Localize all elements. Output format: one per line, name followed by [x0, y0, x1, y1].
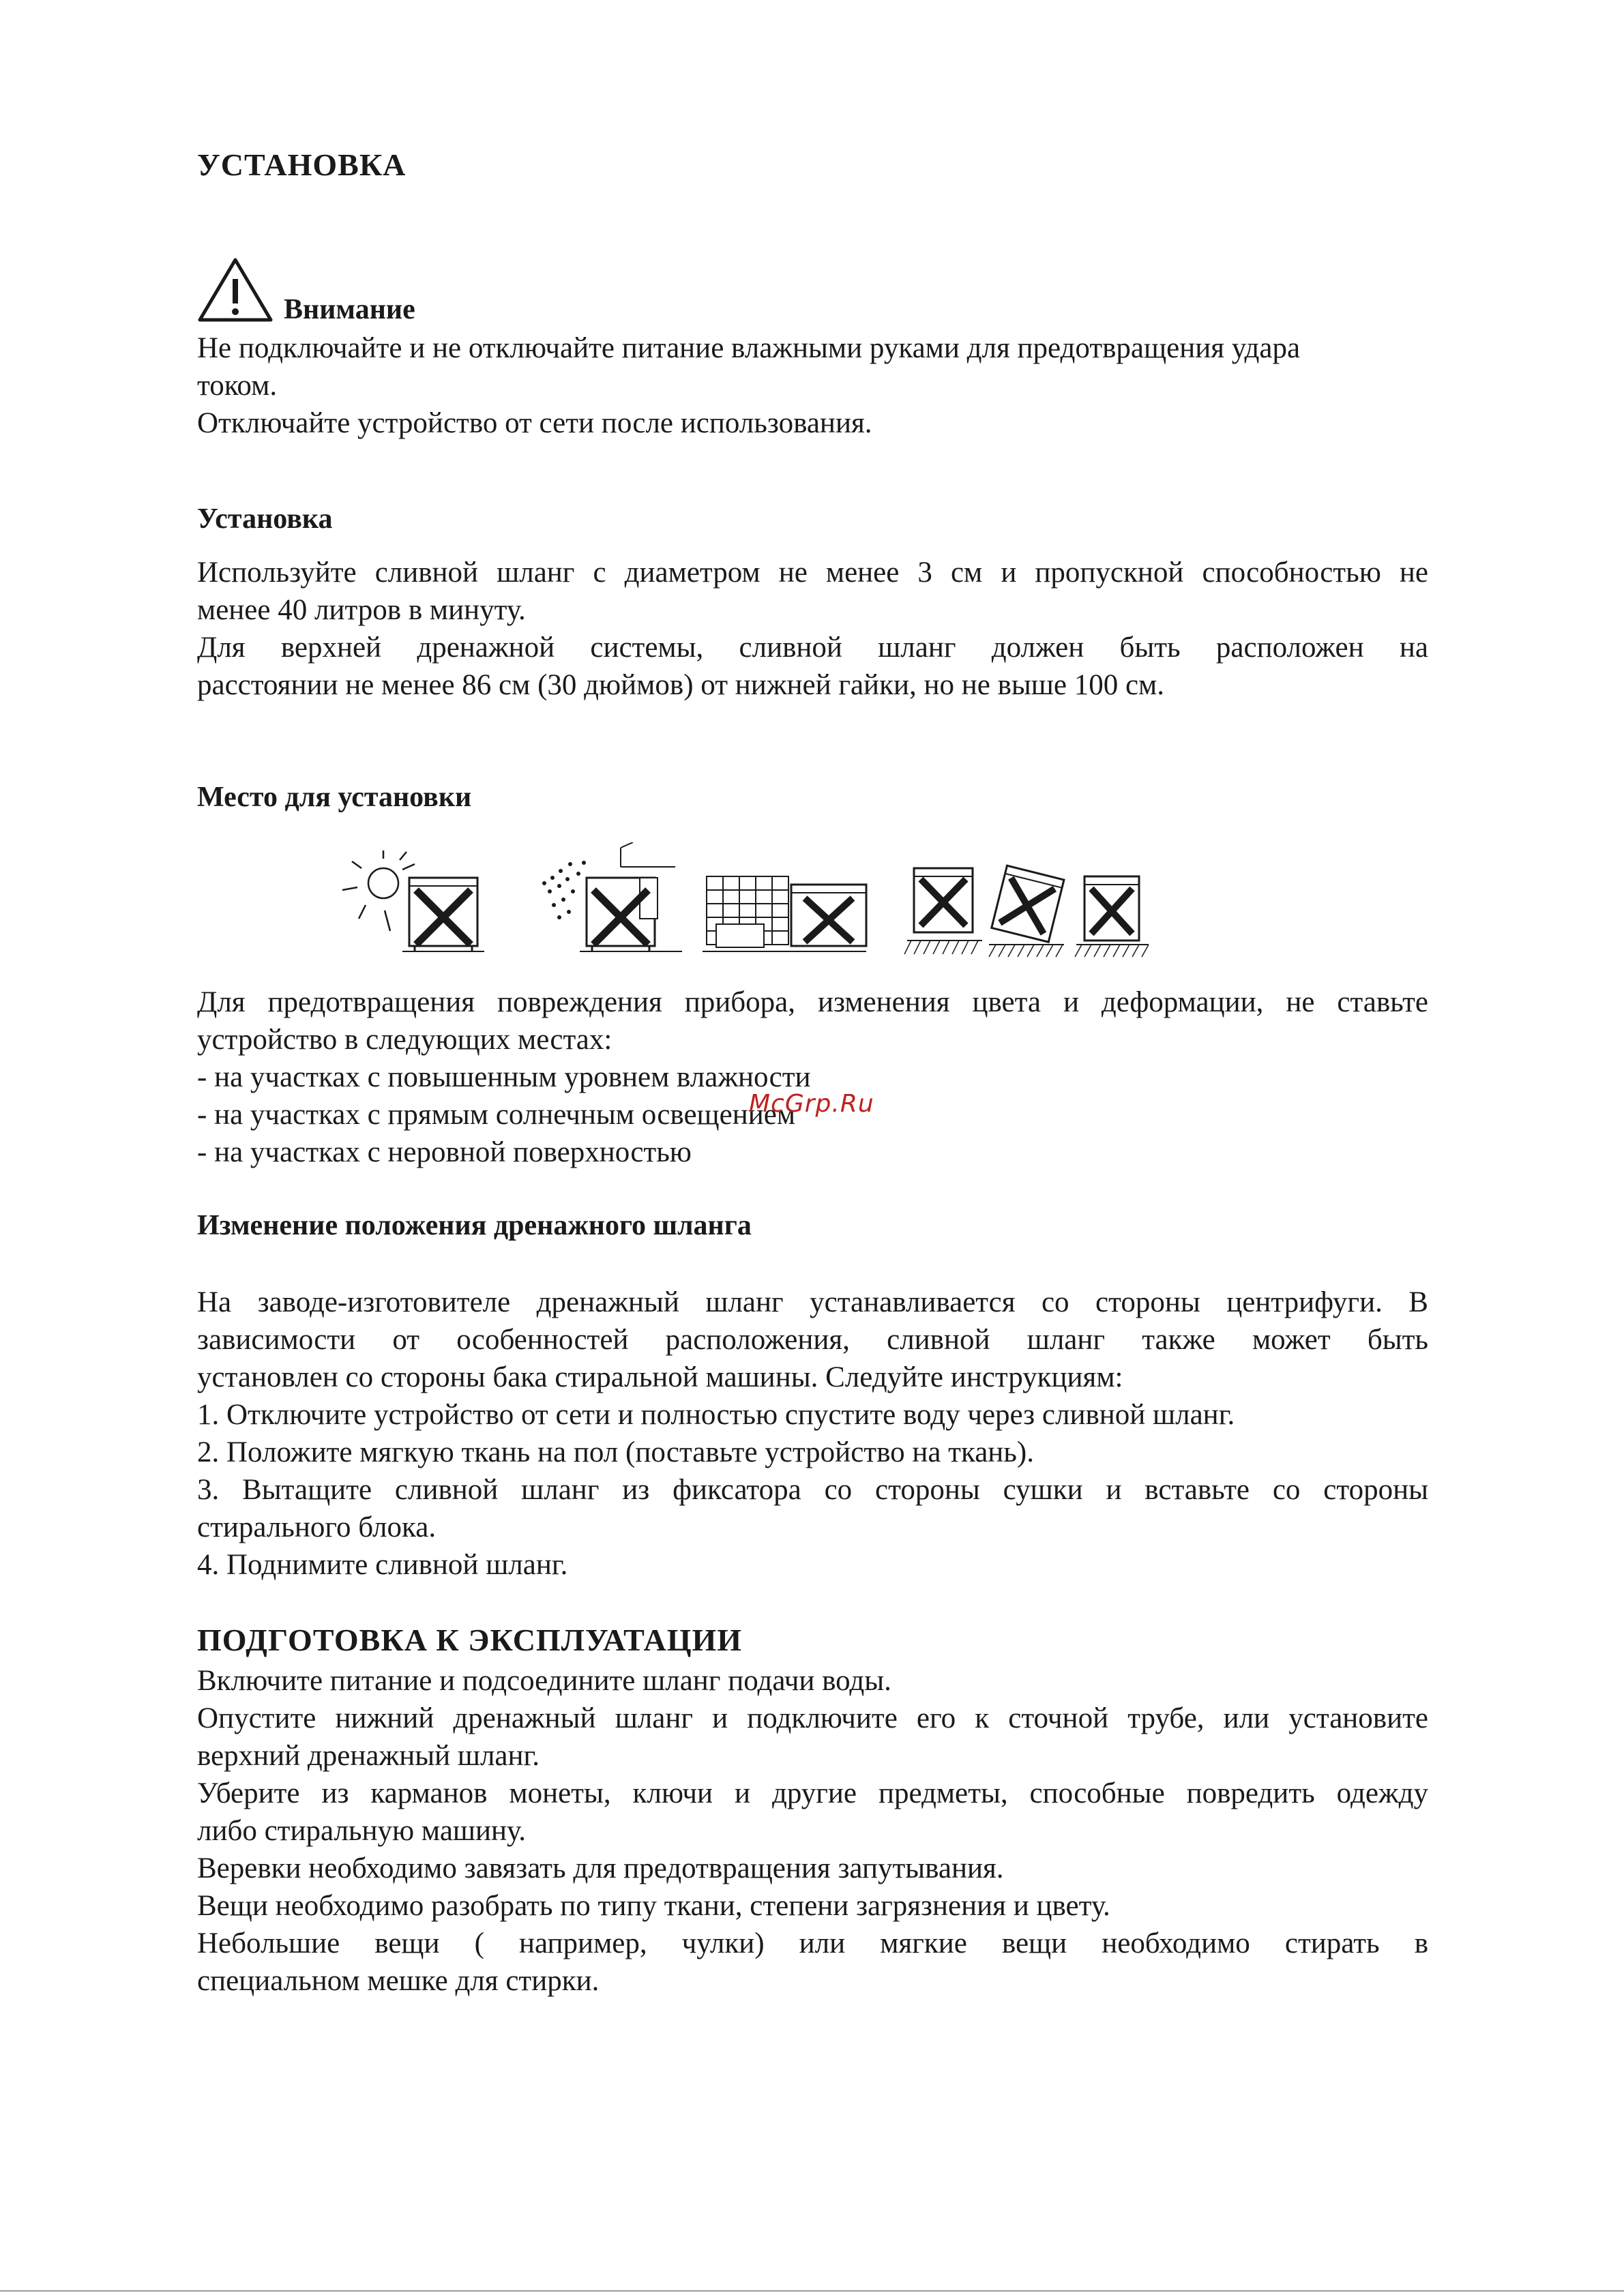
step-item: 3. Вытащите сливной шланг из фиксатора со стороны сушки и вставьте со стороны: [197, 1474, 1428, 1506]
step-item: 4. Поднимите сливной шланг.: [197, 1549, 568, 1581]
location-text: [197, 983, 1428, 1171]
paragraph-line: Вещи необходимо разобрать по типу ткани, степени загрязнения и цвету.: [197, 1890, 1110, 1922]
sun-icon: [342, 850, 415, 931]
paragraph-line: Опустите нижний дренажный шланг и подключите его к сточной трубе, или установите: [197, 1702, 1428, 1734]
paragraph-line: Небольшие вещи ( например, чулки) или мягкие вещи необходимо стирать в: [197, 1927, 1428, 1959]
section-title-installation: УСТАНОВКА: [197, 147, 407, 182]
page-bottom-rule: [0, 2290, 1624, 2292]
washer-no-water: [580, 878, 682, 951]
installation-text: [197, 554, 1428, 704]
paragraph-line: устройство в следующих местах:: [197, 1024, 612, 1056]
subsection-title-installation: Установка: [197, 503, 333, 535]
washer-no-wet: [791, 885, 866, 946]
paragraph-line: На заводе-изготовителе дренажный шланг устанавливается со стороны центрифуги. В: [197, 1286, 1428, 1318]
paragraph-line: специальном мешке для стирки.: [197, 1965, 600, 1997]
section-title-preparation: ПОДГОТОВКА К ЭКСПЛУАТАЦИИ: [197, 1623, 743, 1657]
paragraph-line: верхний дренажный шланг.: [197, 1740, 540, 1772]
step-item: 2. Положите мягкую ткань на пол (поставьте устройство на ткань).: [197, 1436, 1034, 1468]
warning-line: Отключайте устройство от сети после использования.: [197, 407, 872, 439]
hose-text: [197, 1284, 1428, 1584]
paragraph-line: Для предотвращения повреждения прибора, изменения цвета и деформации, не ставьте: [197, 986, 1428, 1018]
paragraph-line: Веревки необходимо завязать для предотвращения запутывания.: [197, 1852, 1004, 1884]
warning-line: током.: [197, 370, 278, 402]
preparation-text: [197, 1662, 1428, 2000]
uneven-floor-icon: [904, 865, 1149, 957]
placement-illustration: [321, 842, 1160, 958]
warning-text: [197, 329, 1428, 442]
list-item: - на участках с неровной поверхностью: [197, 1136, 692, 1168]
list-item: - на участках с прямым солнечным освещением: [197, 1099, 796, 1131]
paragraph-line: либо стиральную машину.: [197, 1815, 526, 1847]
paragraph-line: Уберите из карманов монеты, ключи и другие предметы, способные повредить одежду: [197, 1777, 1428, 1809]
paragraph-line: Используйте сливной шланг с диаметром не менее 3 см и пропускной способностью не: [197, 557, 1428, 589]
paragraph-line: расстоянии не менее 86 см (30 дюймов) от нижней гайки, но не выше 100 см.: [197, 669, 1165, 701]
warning-title: Внимание: [284, 294, 415, 325]
list-item: - на участках с повышенным уровнем влажности: [197, 1061, 811, 1093]
step-item: стирального блока.: [197, 1511, 437, 1543]
watermark-text: McGrp.Ru: [749, 1090, 874, 1118]
warning-line: Не подключайте и не отключайте питание влажными руками для предотвращения удара: [197, 332, 1301, 364]
washer-no-sun: [402, 878, 484, 951]
subsection-title-hose: Изменение положения дренажного шланга: [197, 1210, 752, 1241]
paragraph-line: менее 40 литров в минуту.: [197, 594, 526, 626]
subsection-title-location: Место для установки: [197, 782, 472, 813]
step-item: 1. Отключите устройство от сети и полностью спустите воду через сливной шланг.: [197, 1399, 1235, 1431]
paragraph-line: установлен со стороны бака стиральной машины. Следуйте инструкциям:: [197, 1361, 1123, 1393]
paragraph-line: Включите питание и подсоедините шланг подачи воды.: [197, 1665, 891, 1697]
warning-icon: [194, 256, 276, 324]
paragraph-line: Для верхней дренажной системы, сливной шланг должен быть расположен на: [197, 632, 1428, 664]
paragraph-line: зависимости от особенностей расположения, сливной шланг также может быть: [197, 1324, 1428, 1356]
